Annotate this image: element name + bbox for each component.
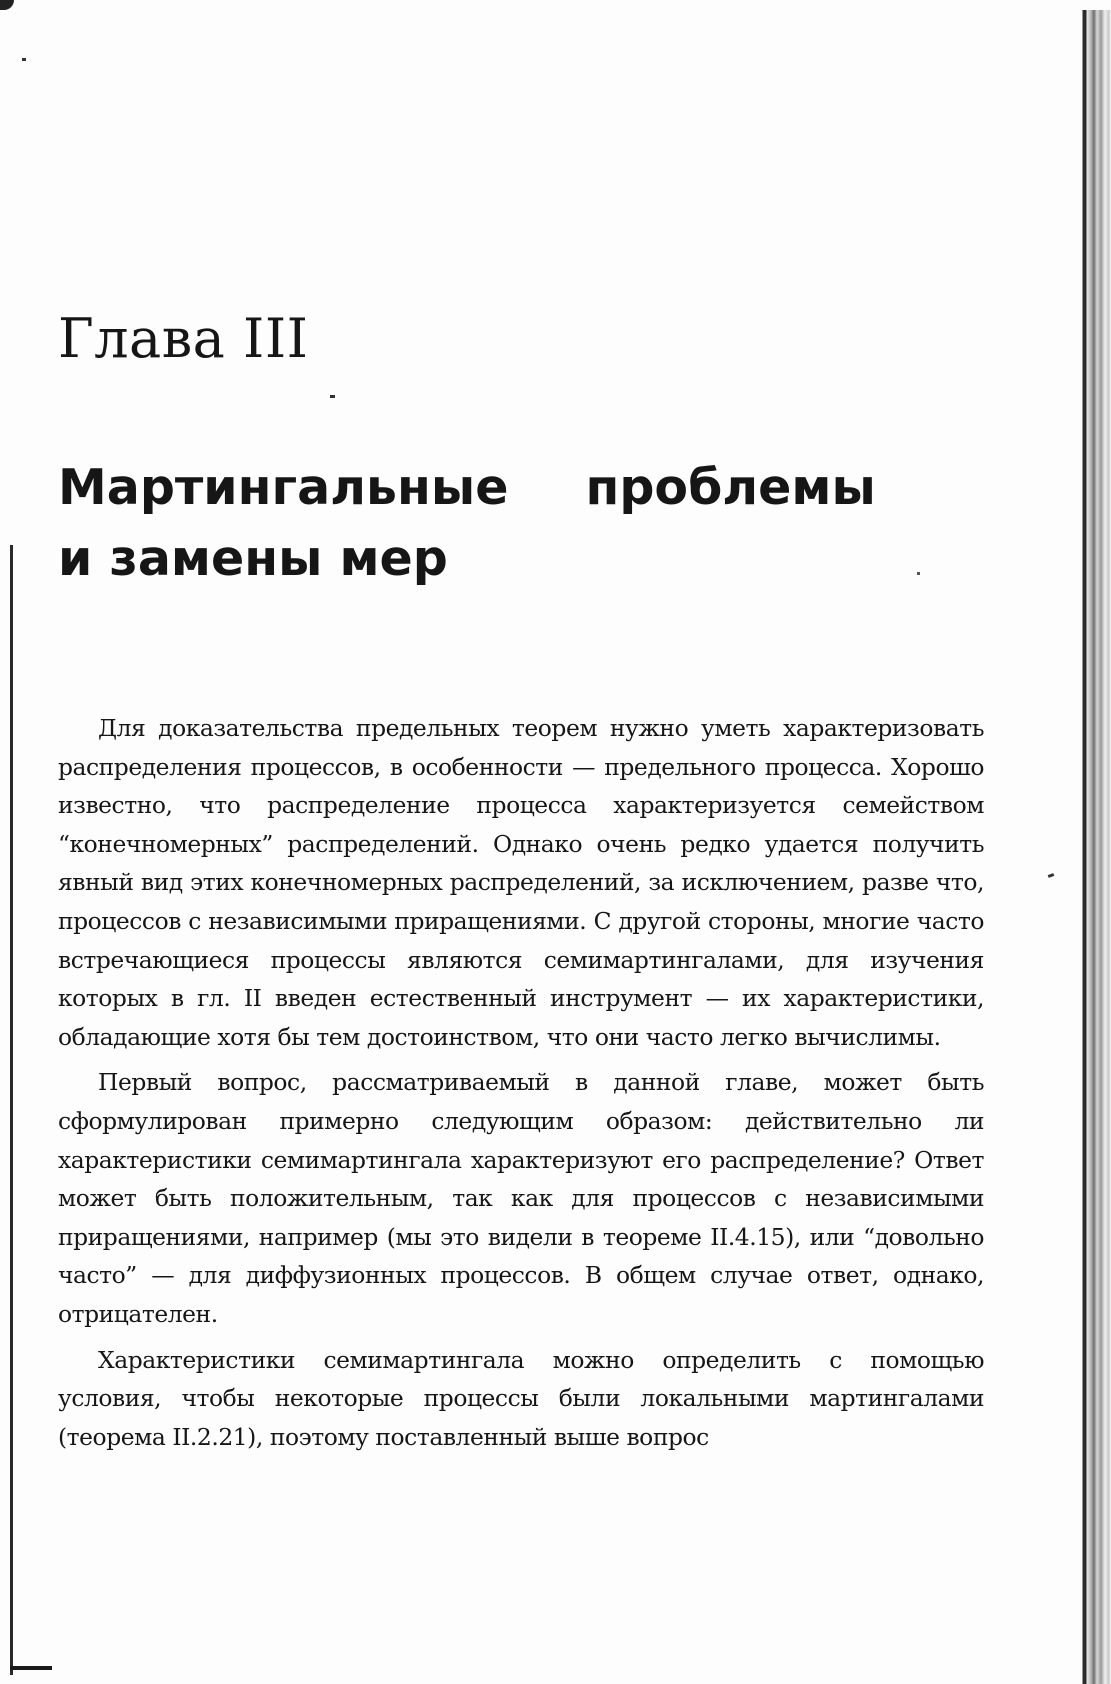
left-margin-rule [10, 545, 13, 1675]
scan-corner-mark [0, 0, 14, 10]
page-binding-edge [1082, 10, 1111, 1684]
scan-speck [22, 58, 26, 61]
paragraph-1: Для доказательства предельных теорем нужно уметь характеризовать распределения процессов, в особенности — предельного процесса. Хорошо известно, что распределение процесса характеризуется семейством “конечномерных” распределений. Однако очень редко удается получить явный вид этих конечномерных распределений, за исключением, разве что, процессов с независимыми приращениями. С другой стороны, многие часто встречающиеся процессы являются семимартингалами, для изучения которых в гл. II введен естественный инструмент — их характеристики, обладающие хотя бы тем достоинством, что они часто легко вычислимы. [58, 714, 984, 1051]
scan-speck [330, 395, 335, 398]
paragraph-2: Первый вопрос, рассматриваемый в данной главе, может быть сформулирован примерно следующим образом: действительно ли характеристики семимартингала характеризуют его распределение? Ответ может быть положительным, так как для процессов с независимыми приращениями, например (мы это видели в теореме II.4.15), или “довольно часто” — для диффузионных процессов. В общем случае ответ, однако, отрицателен. [58, 1068, 984, 1328]
body-text [58, 709, 984, 1463]
chapter-title-line-1: Мартингальные проблемы [58, 459, 876, 516]
scan-speck [1048, 873, 1055, 878]
paragraph-3: Характеристики семимартингала можно определить с помощью условия, чтобы некоторые процессы были локальными мартингалами (теорема II.2.21), поэтому поставленный выше вопрос [58, 1345, 984, 1451]
chapter-title-line-2: и замены мер [58, 530, 448, 587]
bottom-margin-rule [10, 1666, 52, 1670]
chapter-title [58, 452, 918, 594]
chapter-label: Глава III [58, 307, 309, 370]
